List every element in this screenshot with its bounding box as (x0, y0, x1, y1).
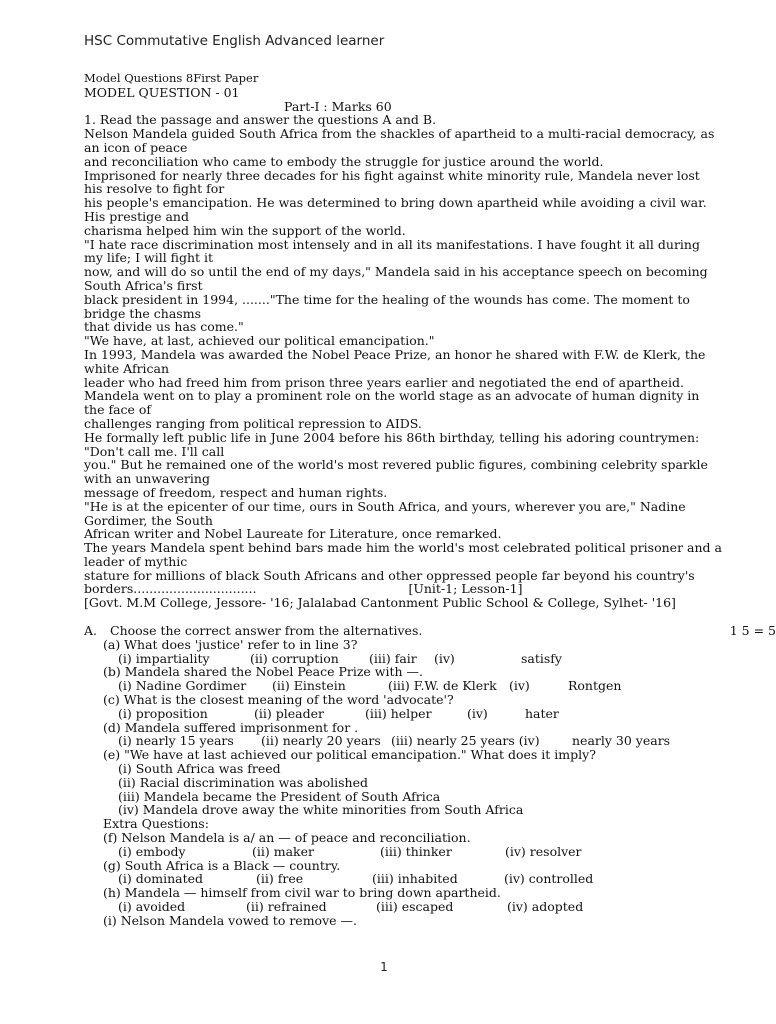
passage-line: South Africa's first (84, 277, 203, 293)
option: (iv) Mandela drove away the white minorities from South Africa (118, 802, 524, 818)
extra-questions-label: Extra Questions: (103, 816, 209, 832)
question-e: (e) "We have at last achieved our political emancipation." What does it imply? (103, 747, 596, 763)
option: nearly 30 years (572, 733, 671, 749)
passage-line: leader of mythic (84, 553, 188, 569)
option: (i) avoided (118, 899, 186, 915)
question-f: (f) Nelson Mandela is a/ an — of peace and reconciliation. (103, 830, 471, 846)
option: (iv) resolver (505, 843, 582, 859)
passage-line: Mandela went on to play a prominent role on the world stage as an advocate of human dignity in (84, 388, 700, 404)
model-question-title: MODEL QUESTION - 01 (84, 84, 240, 100)
option: (i) proposition (118, 705, 208, 721)
option: Rontgen (568, 678, 622, 694)
question-i: (i) Nelson Mandela vowed to remove —. (103, 912, 357, 928)
option: (iii) Mandela became the President of South Africa (118, 788, 441, 804)
passage-line: He formally left public life in June 2004 before his 86th birthday, telling his adoring countrymen: (84, 429, 700, 445)
option: (ii) refrained (246, 899, 327, 915)
option: (i) embody (118, 843, 186, 859)
option: (i) South Africa was freed (118, 761, 281, 777)
passage-line: now, and will do so until the end of my days," Mandela said in his acceptance speech on becoming (84, 264, 708, 280)
option: (ii) Racial discrimination was abolished (118, 774, 368, 790)
borders-line (84, 582, 694, 596)
section-a-heading (84, 623, 776, 639)
page-number: 1 (380, 960, 388, 974)
section-a-instruction: Choose the correct answer from the alternatives. (110, 623, 423, 639)
question-c: (c) What is the closest meaning of the word 'advocate'? (103, 692, 454, 708)
option: (iii) F.W. de Klerk (388, 678, 497, 694)
passage-line: and reconciliation who came to embody the struggle for justice around the world. (84, 153, 604, 169)
question-g: (g) South Africa is a Black — country. (103, 857, 341, 873)
options-a (84, 652, 694, 666)
document-body (84, 71, 776, 928)
option: (ii) free (256, 871, 304, 887)
option: (iii) inhabited (372, 871, 458, 887)
option: (i) impartiality (118, 650, 210, 666)
options-c (84, 707, 694, 721)
passage-line: the face of (84, 402, 152, 418)
passage-line: an icon of peace (84, 139, 188, 155)
options-h (84, 900, 694, 914)
passage-line: his resolve to fight for (84, 181, 225, 197)
passage-line: "I hate race discrimination most intensely and in all its manifestations. I have fought it all during (84, 236, 700, 252)
option: (iii) thinker (380, 843, 452, 859)
passage-line: black president in 1994, ......."The time for the healing of the wounds has come. The moment to (84, 291, 690, 307)
option: (iv) (509, 678, 530, 694)
option: (ii) pleader (254, 705, 324, 721)
option: (i) nearly 15 years (118, 733, 234, 749)
passage-line: The years Mandela spent behind bars made him the world's most celebrated political prisoner and a (84, 540, 722, 556)
options-g (84, 872, 694, 886)
passage (84, 126, 722, 611)
passage-line: African writer and Nobel Laureate for Literature, once remarked. (84, 526, 502, 542)
option: (i) dominated (118, 871, 204, 887)
option: (iii) nearly 25 years (iv) (391, 733, 540, 749)
passage-line: white African (84, 360, 170, 376)
passage-line: challenges ranging from political repression to AIDS. (84, 415, 422, 431)
passage-line: my life; I will fight it (84, 250, 214, 266)
question-d: (d) Mandela suffered imprisonment for . (103, 719, 359, 735)
question-h: (h) Mandela — himself from civil war to bring down apartheid. (103, 885, 501, 901)
passage-line: Nelson Mandela guided South Africa from the shackles of apartheid to a multi-racial democracy, as (84, 126, 715, 142)
option: (ii) corruption (250, 650, 339, 666)
options-f (84, 845, 694, 859)
source-reference: [Govt. M.M College, Jessore- '16; Jalalabad Cantonment Public School & College, Sylhet- '16] (84, 595, 676, 611)
passage-line: "He is at the epicenter of our time, ours in South Africa, and yours, wherever you are," Nadine (84, 498, 686, 514)
passage-line: bridge the chasms (84, 305, 201, 321)
question-a: (a) What does 'justice' refer to in line 3? (103, 636, 358, 652)
passage-line: "We have, at last, achieved our political emancipation." (84, 333, 435, 349)
page-header: HSC Commutative English Advanced learner (84, 33, 385, 49)
option: (iv) controlled (504, 871, 594, 887)
passage-line: leader who had freed him from prison three years earlier and negotiated the end of apartheid. (84, 374, 684, 390)
passage-line: that divide us has come." (84, 319, 244, 335)
part-heading: Part-I : Marks 60 (284, 98, 392, 114)
passage-line: with an unwavering (84, 471, 210, 487)
passage-line: you." But he remained one of the world's most revered public figures, combining celebrity sparkle (84, 457, 708, 473)
passage-line: Gordimer, the South (84, 512, 213, 528)
option: (iii) escaped (376, 899, 454, 915)
option: hater (525, 705, 559, 721)
section-a-label: A. (84, 623, 98, 639)
unit-reference: [Unit-1; Lesson-1] (408, 581, 523, 597)
option: (iii) fair (369, 650, 417, 666)
passage-line: His prestige and (84, 208, 189, 224)
instruction: 1. Read the passage and answer the questions A and B. (84, 112, 437, 128)
passage-line: message of freedom, respect and human rights. (84, 484, 388, 500)
passage-line: stature for millions of black South Africans and other oppressed people far beyond his country's (84, 567, 695, 583)
borders-text: borders............................... (84, 581, 257, 597)
options-d (84, 734, 694, 748)
option: (ii) maker (252, 843, 314, 859)
passage-line: his people's emancipation. He was determined to bring down apartheid while avoiding a civil war. (84, 195, 707, 211)
option: (iv) (467, 705, 488, 721)
option: (ii) Einstein (272, 678, 346, 694)
doc-subtitle: Model Questions 8First Paper (84, 71, 259, 85)
option: (iv) (434, 650, 455, 666)
passage-line: Imprisoned for nearly three decades for his fight against white minority rule, Mandela never lost (84, 167, 700, 183)
passage-line: "Don't call me. I'll call (84, 443, 225, 459)
passage-line: In 1993, Mandela was awarded the Nobel Peace Prize, an honor he shared with F.W. de Klerk, the (84, 346, 706, 362)
options-b (84, 679, 694, 693)
option: (i) Nadine Gordimer (118, 678, 247, 694)
option: (iv) adopted (507, 899, 584, 915)
option: satisfy (521, 650, 562, 666)
option: (iii) helper (365, 705, 432, 721)
question-b: (b) Mandela shared the Nobel Peace Prize with —. (103, 664, 424, 680)
option: (ii) nearly 20 years (261, 733, 381, 749)
section-a-marks: 1 5 = 5 (729, 623, 776, 639)
passage-line: charisma helped him win the support of the world. (84, 222, 406, 238)
